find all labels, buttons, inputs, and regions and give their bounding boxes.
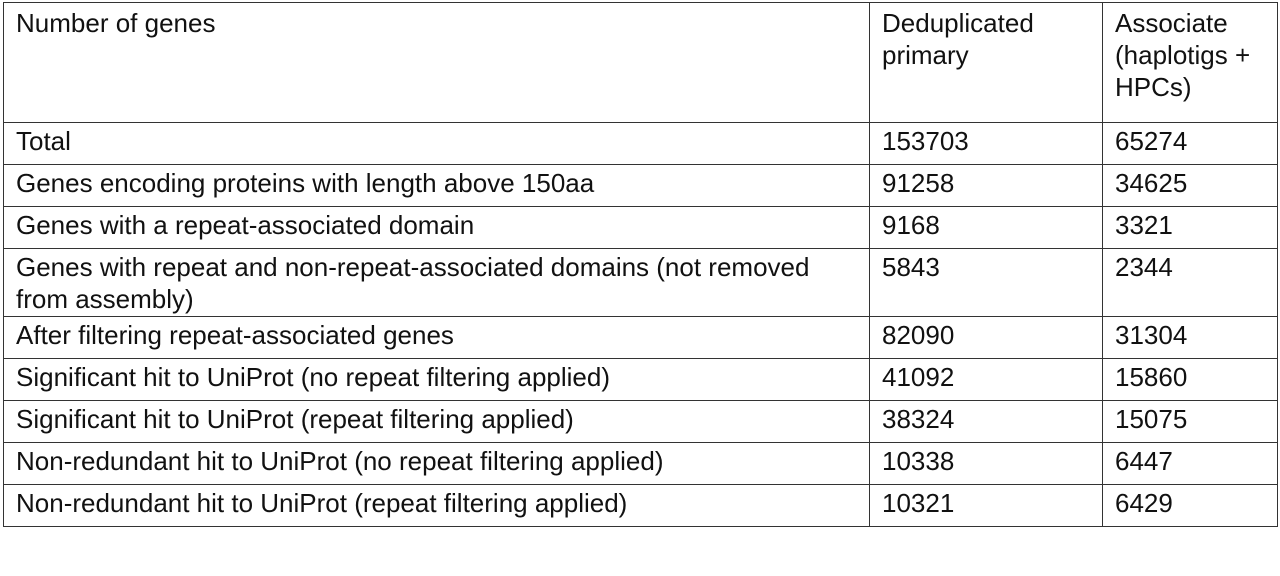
deduplicated-primary-value: 5843 <box>870 249 1103 317</box>
row-label: Non-redundant hit to UniProt (repeat filtering applied) <box>4 485 870 527</box>
table-row <box>4 123 1278 165</box>
row-label: Significant hit to UniProt (repeat filtering applied) <box>4 401 870 443</box>
associate-value: 15075 <box>1103 401 1278 443</box>
deduplicated-primary-value: 82090 <box>870 317 1103 359</box>
row-label: Genes with a repeat-associated domain <box>4 207 870 249</box>
gene-count-table <box>3 2 1278 527</box>
deduplicated-primary-value: 91258 <box>870 165 1103 207</box>
row-label: Non-redundant hit to UniProt (no repeat filtering applied) <box>4 443 870 485</box>
header-cell-number-of-genes: Number of genes <box>4 3 870 123</box>
deduplicated-primary-value: 153703 <box>870 123 1103 165</box>
table-row <box>4 165 1278 207</box>
associate-value: 3321 <box>1103 207 1278 249</box>
deduplicated-primary-value: 9168 <box>870 207 1103 249</box>
header-cell-deduplicated-primary: Deduplicated primary <box>870 3 1103 123</box>
associate-value: 6447 <box>1103 443 1278 485</box>
associate-value: 31304 <box>1103 317 1278 359</box>
deduplicated-primary-value: 10338 <box>870 443 1103 485</box>
associate-value: 34625 <box>1103 165 1278 207</box>
table-header-row <box>4 3 1278 123</box>
deduplicated-primary-value: 38324 <box>870 401 1103 443</box>
table-row <box>4 485 1278 527</box>
associate-value: 6429 <box>1103 485 1278 527</box>
deduplicated-primary-value: 10321 <box>870 485 1103 527</box>
row-label: Genes with repeat and non-repeat-associated domains (not removed from assembly) <box>4 249 870 317</box>
table-row <box>4 317 1278 359</box>
header-cell-associate: Associate (haplotigs + HPCs) <box>1103 3 1278 123</box>
associate-value: 15860 <box>1103 359 1278 401</box>
row-label: Genes encoding proteins with length above 150aa <box>4 165 870 207</box>
table-row <box>4 249 1278 317</box>
associate-value: 2344 <box>1103 249 1278 317</box>
row-label: After filtering repeat-associated genes <box>4 317 870 359</box>
table-row <box>4 359 1278 401</box>
row-label: Total <box>4 123 870 165</box>
table-row <box>4 443 1278 485</box>
deduplicated-primary-value: 41092 <box>870 359 1103 401</box>
table-row <box>4 401 1278 443</box>
row-label: Significant hit to UniProt (no repeat filtering applied) <box>4 359 870 401</box>
associate-value: 65274 <box>1103 123 1278 165</box>
table-row <box>4 207 1278 249</box>
